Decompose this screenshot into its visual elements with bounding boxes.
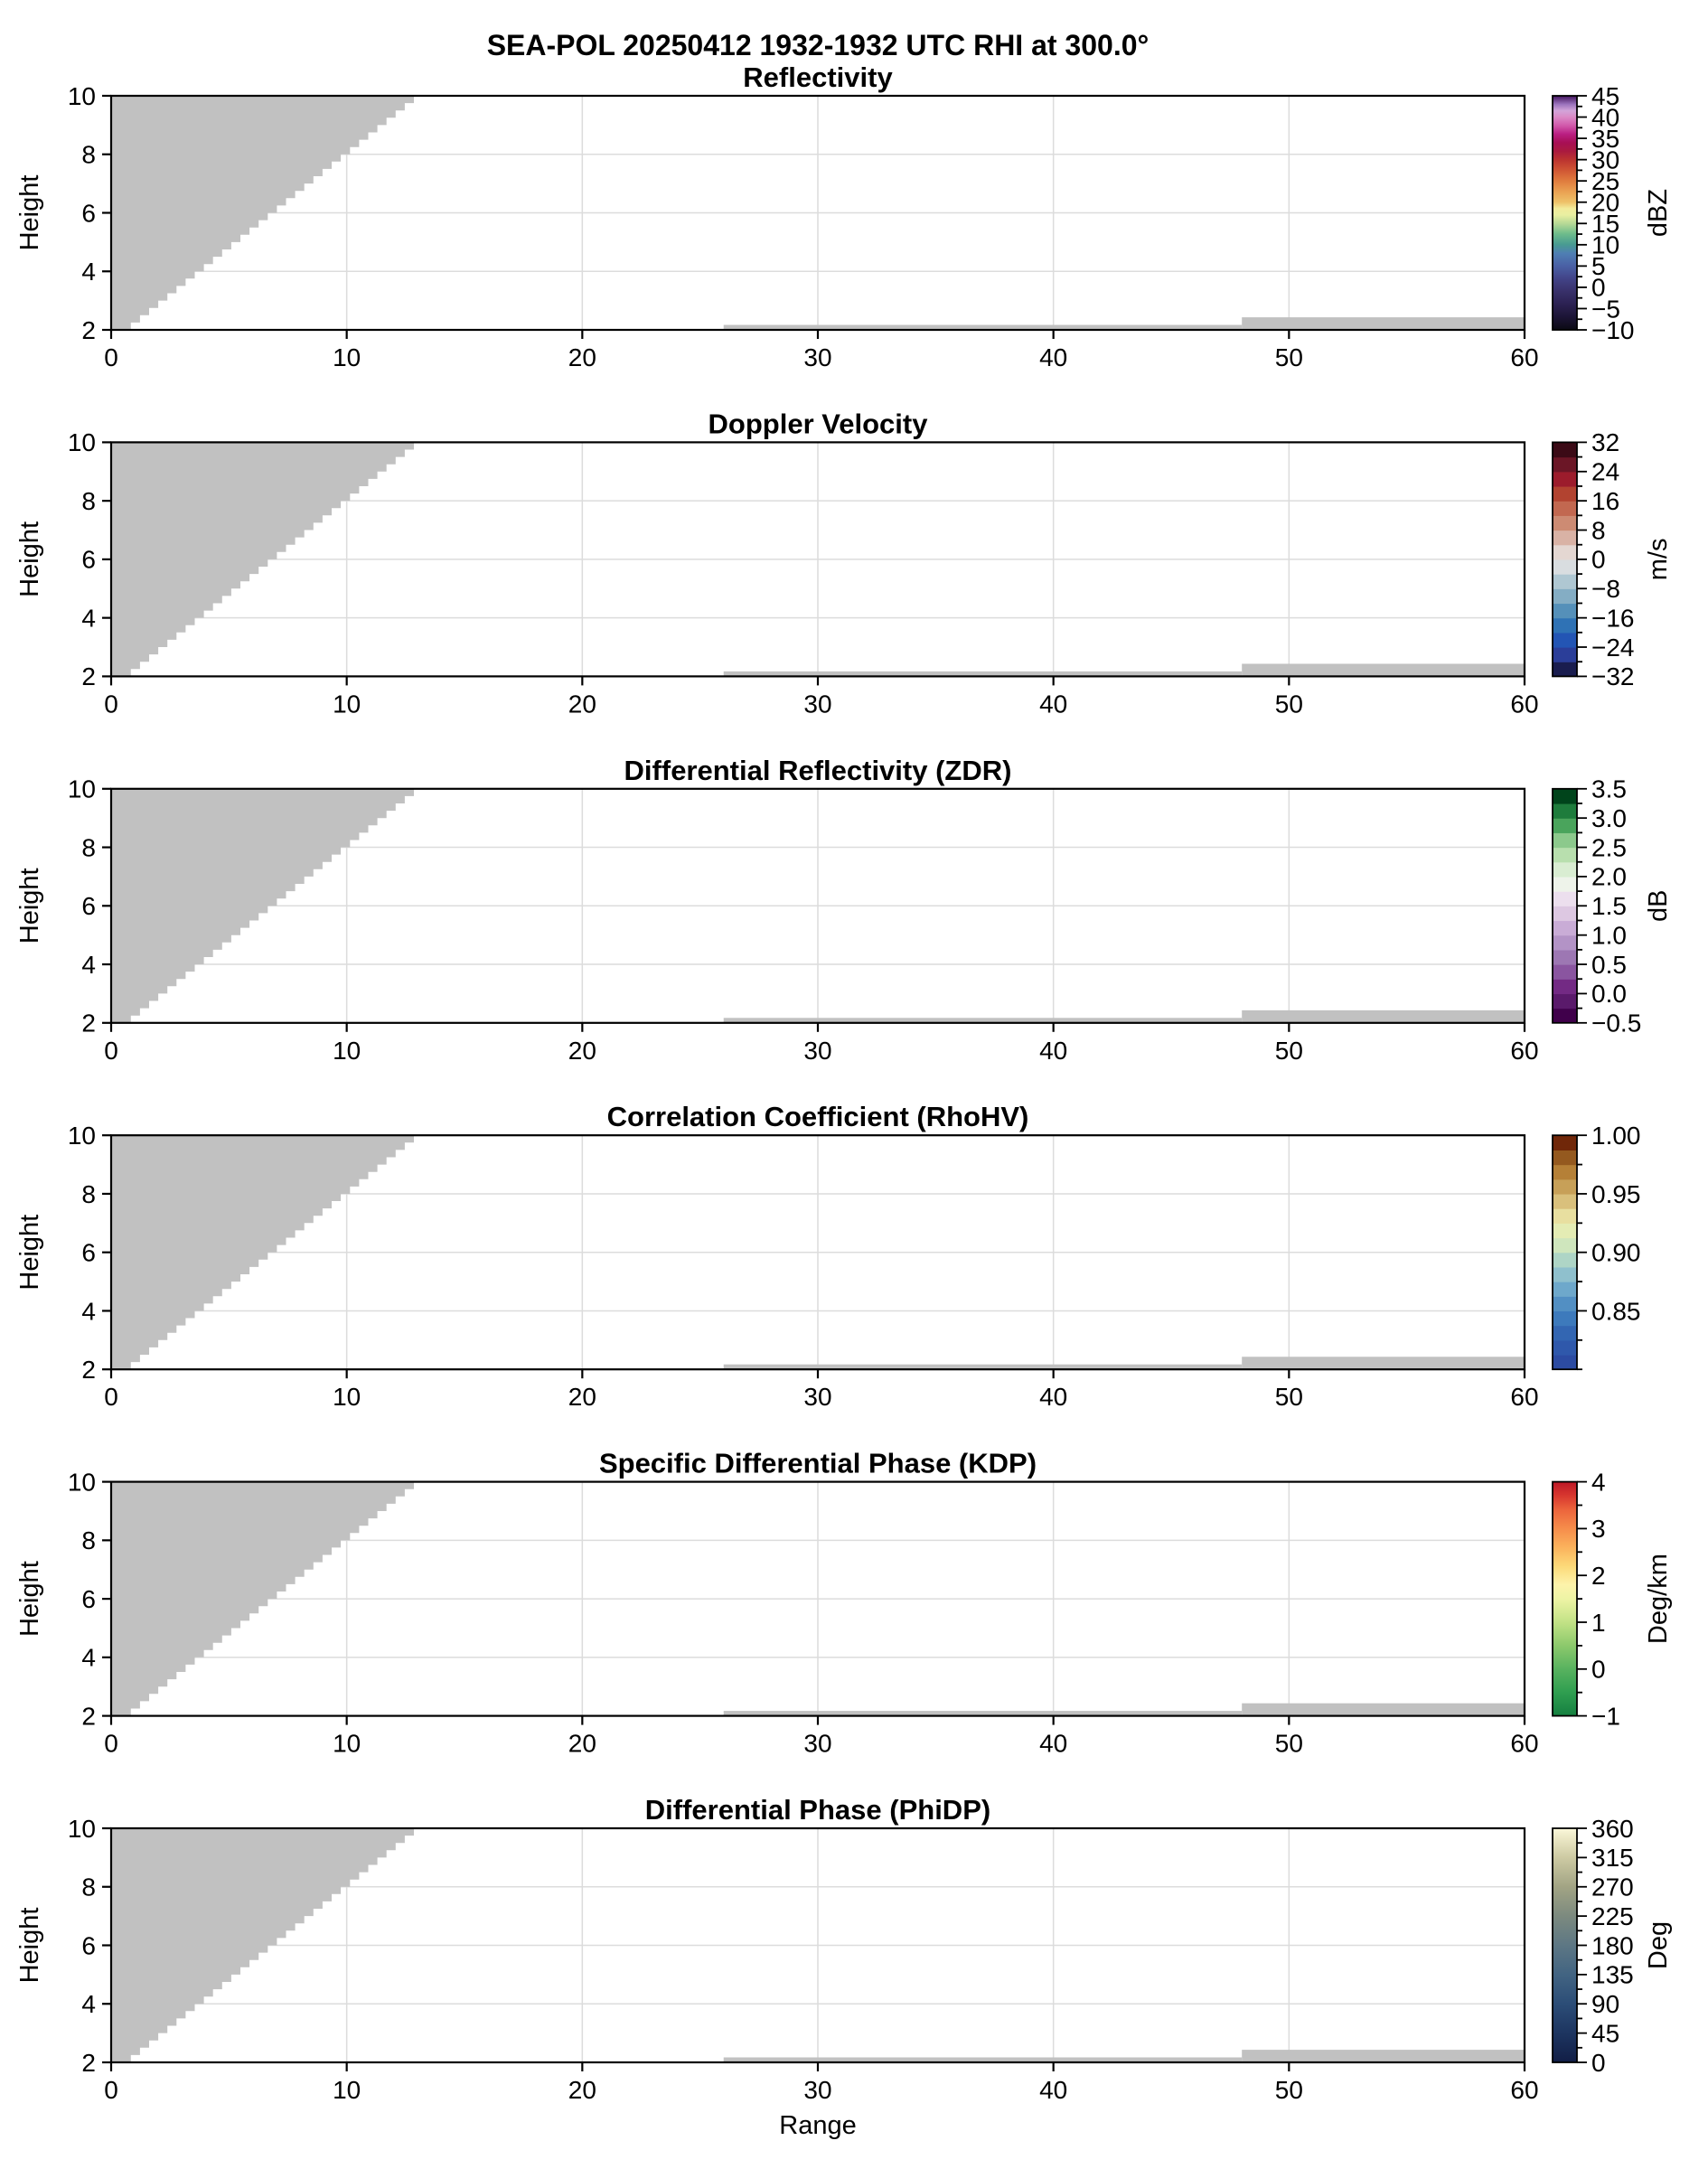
nodata-strip xyxy=(1242,317,1525,330)
colorbar-tick-label: 0.95 xyxy=(1591,1179,1641,1208)
y-tick-label: 4 xyxy=(81,258,96,286)
colorbar-tick-label: 2 xyxy=(1591,1562,1606,1590)
x-tick-label: 60 xyxy=(1510,1036,1539,1065)
x-tick-label: 50 xyxy=(1274,690,1303,718)
y-tick-label: 2 xyxy=(81,662,96,691)
y-tick-label: 8 xyxy=(81,1873,96,1901)
colorbar-segment xyxy=(1553,848,1577,863)
y-axis-label: Height xyxy=(15,1214,44,1291)
colorbar-segment xyxy=(1553,1179,1577,1195)
colorbar-segment xyxy=(1553,574,1577,589)
colorbar-tick-label: 0 xyxy=(1591,273,1606,302)
x-axis-label: Range xyxy=(779,2111,857,2140)
colorbar-segment xyxy=(1553,1223,1577,1238)
y-tick-label: 2 xyxy=(81,2048,96,2077)
y-tick-label: 2 xyxy=(81,1702,96,1731)
y-tick-label: 6 xyxy=(81,892,96,921)
colorbar-gradient xyxy=(1553,96,1577,330)
colorbar-segment xyxy=(1553,920,1577,935)
x-tick-label: 30 xyxy=(803,1729,832,1758)
panel-zdr xyxy=(15,755,1673,1065)
colorbar-segment xyxy=(1553,789,1577,804)
x-tick-label: 50 xyxy=(1274,343,1303,371)
y-axis-label: Height xyxy=(15,521,44,597)
colorbar-unit-label: Deg/km xyxy=(1644,1554,1673,1645)
x-tick-label: 30 xyxy=(803,2076,832,2104)
colorbar-segment xyxy=(1553,1267,1577,1282)
x-tick-label: 40 xyxy=(1039,2076,1068,2104)
x-tick-label: 10 xyxy=(333,343,361,371)
colorbar-gradient xyxy=(1553,1828,1577,2062)
colorbar-segment xyxy=(1553,618,1577,634)
panel-title: Differential Reflectivity (ZDR) xyxy=(624,754,1012,786)
y-axis-label: Height xyxy=(15,1907,44,1984)
colorbar-segment xyxy=(1553,1135,1577,1150)
panel-reflectivity xyxy=(15,61,1673,371)
colorbar-segment xyxy=(1553,1296,1577,1311)
y-tick-label: 10 xyxy=(67,775,96,803)
x-tick-label: 60 xyxy=(1510,2076,1539,2104)
x-tick-label: 30 xyxy=(803,1383,832,1412)
colorbar-tick-label: 2.0 xyxy=(1591,862,1627,891)
x-tick-label: 40 xyxy=(1039,690,1068,718)
panel-rhohv xyxy=(15,1101,1641,1411)
colorbar-tick-label: 16 xyxy=(1591,486,1620,515)
y-tick-label: 8 xyxy=(81,140,96,169)
colorbar-segment xyxy=(1553,531,1577,546)
y-tick-label: 8 xyxy=(81,833,96,862)
panel-title: Specific Differential Phase (KDP) xyxy=(598,1447,1037,1479)
colorbar-segment xyxy=(1553,964,1577,980)
colorbar-tick-label: −32 xyxy=(1591,662,1635,691)
colorbar-segment xyxy=(1553,1208,1577,1224)
x-tick-label: 0 xyxy=(104,690,118,718)
y-tick-label: 4 xyxy=(81,604,96,633)
x-tick-label: 40 xyxy=(1039,1036,1068,1065)
colorbar-tick-label: −16 xyxy=(1591,604,1635,633)
x-tick-label: 10 xyxy=(333,690,361,718)
colorbar-tick-label: 0.5 xyxy=(1591,950,1627,979)
y-tick-label: 2 xyxy=(81,315,96,344)
colorbar-gradient xyxy=(1553,1482,1577,1716)
colorbar-tick-label: 0 xyxy=(1591,1655,1606,1684)
colorbar-segment xyxy=(1553,1150,1577,1165)
colorbar-unit-label: Deg xyxy=(1644,1920,1673,1970)
panel-title: Doppler Velocity xyxy=(708,408,928,440)
colorbar-tick-label: 180 xyxy=(1591,1931,1634,1960)
colorbar-tick-label: 25 xyxy=(1591,166,1620,195)
y-tick-label: 4 xyxy=(81,1643,96,1672)
x-tick-label: 20 xyxy=(568,343,596,371)
y-tick-label: 4 xyxy=(81,1297,96,1326)
colorbar-tick-label: 30 xyxy=(1591,146,1620,174)
x-tick-label: 40 xyxy=(1039,1383,1068,1412)
y-tick-label: 6 xyxy=(81,199,96,228)
colorbar-tick-label: 0.90 xyxy=(1591,1238,1641,1267)
x-tick-label: 60 xyxy=(1510,1383,1539,1412)
colorbar-tick-label: 15 xyxy=(1591,210,1620,239)
y-tick-label: 8 xyxy=(81,1179,96,1208)
colorbar-tick-label: 1.5 xyxy=(1591,892,1627,921)
colorbar-segment xyxy=(1553,1282,1577,1297)
y-tick-label: 6 xyxy=(81,1931,96,1960)
panel-phidp xyxy=(15,1794,1673,2104)
colorbar-tick-label: 32 xyxy=(1591,428,1620,457)
colorbar-segment xyxy=(1553,603,1577,618)
y-tick-label: 6 xyxy=(81,1238,96,1267)
x-tick-label: 10 xyxy=(333,1729,361,1758)
colorbar-segment xyxy=(1553,950,1577,965)
x-tick-label: 30 xyxy=(803,690,832,718)
colorbar-tick-label: −10 xyxy=(1591,315,1635,344)
colorbar-segment xyxy=(1553,457,1577,473)
x-tick-label: 20 xyxy=(568,1383,596,1412)
colorbar-tick-label: 35 xyxy=(1591,124,1620,153)
colorbar-segment xyxy=(1553,442,1577,457)
x-tick-label: 10 xyxy=(333,2076,361,2104)
colorbar-segment xyxy=(1553,935,1577,951)
colorbar-segment xyxy=(1553,486,1577,502)
colorbar-tick-label: 360 xyxy=(1591,1814,1634,1843)
x-tick-label: 10 xyxy=(333,1383,361,1412)
y-axis-label: Height xyxy=(15,868,44,944)
colorbar-tick-label: 5 xyxy=(1591,252,1606,281)
colorbar-segment xyxy=(1553,832,1577,848)
colorbar-segment xyxy=(1553,1194,1577,1209)
colorbar-segment xyxy=(1553,633,1577,648)
y-tick-label: 10 xyxy=(67,428,96,457)
y-tick-label: 10 xyxy=(67,1122,96,1150)
colorbar-segment xyxy=(1553,1326,1577,1341)
colorbar-segment xyxy=(1553,1355,1577,1370)
colorbar-tick-label: 1.00 xyxy=(1591,1122,1641,1150)
colorbar-segment xyxy=(1553,891,1577,906)
colorbar-tick-label: 40 xyxy=(1591,103,1620,132)
x-tick-label: 40 xyxy=(1039,1729,1068,1758)
colorbar-segment xyxy=(1553,1253,1577,1268)
colorbar-tick-label: 225 xyxy=(1591,1901,1634,1930)
x-tick-label: 60 xyxy=(1510,1729,1539,1758)
colorbar-tick-label: 45 xyxy=(1591,2019,1620,2048)
nodata-strip xyxy=(1242,663,1525,676)
colorbar-tick-label: 0.85 xyxy=(1591,1297,1641,1326)
colorbar-tick-label: 0 xyxy=(1591,2048,1606,2077)
x-tick-label: 50 xyxy=(1274,1036,1303,1065)
colorbar-segment xyxy=(1553,501,1577,516)
colorbar-tick-label: −1 xyxy=(1591,1702,1620,1731)
colorbar-tick-label: 8 xyxy=(1591,516,1606,545)
x-tick-label: 20 xyxy=(568,2076,596,2104)
colorbar-segment xyxy=(1553,993,1577,1009)
colorbar-segment xyxy=(1553,515,1577,531)
colorbar-tick-label: 3.5 xyxy=(1591,775,1627,803)
panel-doppler-velocity xyxy=(15,408,1673,718)
y-tick-label: 4 xyxy=(81,1990,96,2019)
colorbar-tick-label: 0.0 xyxy=(1591,980,1627,1009)
nodata-strip xyxy=(1242,1010,1525,1023)
colorbar-tick-label: 0 xyxy=(1591,545,1606,574)
colorbar-segment xyxy=(1553,1310,1577,1326)
y-axis-label: Height xyxy=(15,1561,44,1638)
x-tick-label: 50 xyxy=(1274,2076,1303,2104)
colorbar-segment xyxy=(1553,818,1577,833)
x-tick-label: 20 xyxy=(568,1036,596,1065)
y-tick-label: 4 xyxy=(81,950,96,979)
colorbar-tick-label: 1 xyxy=(1591,1608,1606,1637)
colorbar-tick-label: −24 xyxy=(1591,633,1635,662)
y-tick-label: 8 xyxy=(81,1526,96,1555)
nodata-strip xyxy=(1242,1357,1525,1369)
x-tick-label: 30 xyxy=(803,343,832,371)
x-tick-label: 10 xyxy=(333,1036,361,1065)
colorbar-segment xyxy=(1553,877,1577,892)
x-tick-label: 50 xyxy=(1274,1729,1303,1758)
colorbar-tick-label: −0.5 xyxy=(1591,1009,1642,1038)
colorbar-tick-label: 90 xyxy=(1591,1990,1620,2019)
nodata-strip xyxy=(1242,1704,1525,1716)
panel-kdp xyxy=(15,1448,1673,1758)
colorbar-tick-label: 20 xyxy=(1591,188,1620,217)
colorbar-segment xyxy=(1553,1238,1577,1254)
y-axis-label: Height xyxy=(15,174,44,251)
colorbar-tick-label: 45 xyxy=(1591,81,1620,110)
colorbar-segment xyxy=(1553,906,1577,921)
y-tick-label: 10 xyxy=(67,1814,96,1843)
colorbar-unit-label: dB xyxy=(1644,889,1673,923)
x-tick-label: 20 xyxy=(568,690,596,718)
colorbar-segment xyxy=(1553,647,1577,662)
x-tick-label: 40 xyxy=(1039,343,1068,371)
colorbar-segment xyxy=(1553,862,1577,878)
colorbar-tick-label: −8 xyxy=(1591,575,1620,604)
colorbar-tick-label: 3 xyxy=(1591,1515,1606,1544)
x-tick-label: 0 xyxy=(104,343,118,371)
x-tick-label: 0 xyxy=(104,1383,118,1412)
colorbar-tick-label: 3.0 xyxy=(1591,803,1627,832)
x-tick-label: 20 xyxy=(568,1729,596,1758)
x-tick-label: 0 xyxy=(104,1036,118,1065)
colorbar-unit-label: dBZ xyxy=(1644,188,1673,238)
y-tick-label: 6 xyxy=(81,545,96,574)
colorbar-tick-label: 10 xyxy=(1591,230,1620,259)
colorbar-tick-label: 4 xyxy=(1591,1468,1606,1497)
colorbar-tick-label: 1.0 xyxy=(1591,921,1627,950)
y-tick-label: 6 xyxy=(81,1584,96,1613)
colorbar-segment xyxy=(1553,545,1577,560)
colorbar-unit-label: m/s xyxy=(1644,538,1673,581)
colorbar-tick-label: 270 xyxy=(1591,1873,1634,1901)
x-tick-label: 60 xyxy=(1510,690,1539,718)
panel-title: Reflectivity xyxy=(743,61,893,93)
colorbar-segment xyxy=(1553,588,1577,604)
colorbar-segment xyxy=(1553,1009,1577,1024)
panel-title: Differential Phase (PhiDP) xyxy=(644,1794,991,1826)
figure-suptitle: SEA-POL 20250412 1932-1932 UTC RHI at 300.0° xyxy=(486,29,1150,61)
nodata-strip xyxy=(1242,2050,1525,2062)
y-tick-label: 2 xyxy=(81,1356,96,1384)
colorbar-segment xyxy=(1553,559,1577,575)
x-tick-label: 0 xyxy=(104,2076,118,2104)
y-tick-label: 8 xyxy=(81,486,96,515)
colorbar-segment xyxy=(1553,472,1577,487)
y-tick-label: 10 xyxy=(67,1468,96,1497)
y-tick-label: 10 xyxy=(67,81,96,110)
colorbar-segment xyxy=(1553,803,1577,819)
colorbar-tick-label: 2.5 xyxy=(1591,833,1627,862)
x-tick-label: 0 xyxy=(104,1729,118,1758)
colorbar-tick-label: 315 xyxy=(1591,1844,1634,1873)
colorbar-segment xyxy=(1553,979,1577,994)
colorbar-tick-label: −5 xyxy=(1591,295,1620,324)
colorbar-tick-label: 24 xyxy=(1591,457,1620,486)
x-tick-label: 60 xyxy=(1510,343,1539,371)
colorbar-segment xyxy=(1553,1165,1577,1180)
x-tick-label: 30 xyxy=(803,1036,832,1065)
colorbar-tick-label: 135 xyxy=(1591,1960,1634,1989)
colorbar-segment xyxy=(1553,1340,1577,1356)
y-tick-label: 2 xyxy=(81,1009,96,1038)
colorbar-segment xyxy=(1553,662,1577,677)
panel-title: Correlation Coefficient (RhoHV) xyxy=(606,1101,1029,1133)
x-tick-label: 50 xyxy=(1274,1383,1303,1412)
